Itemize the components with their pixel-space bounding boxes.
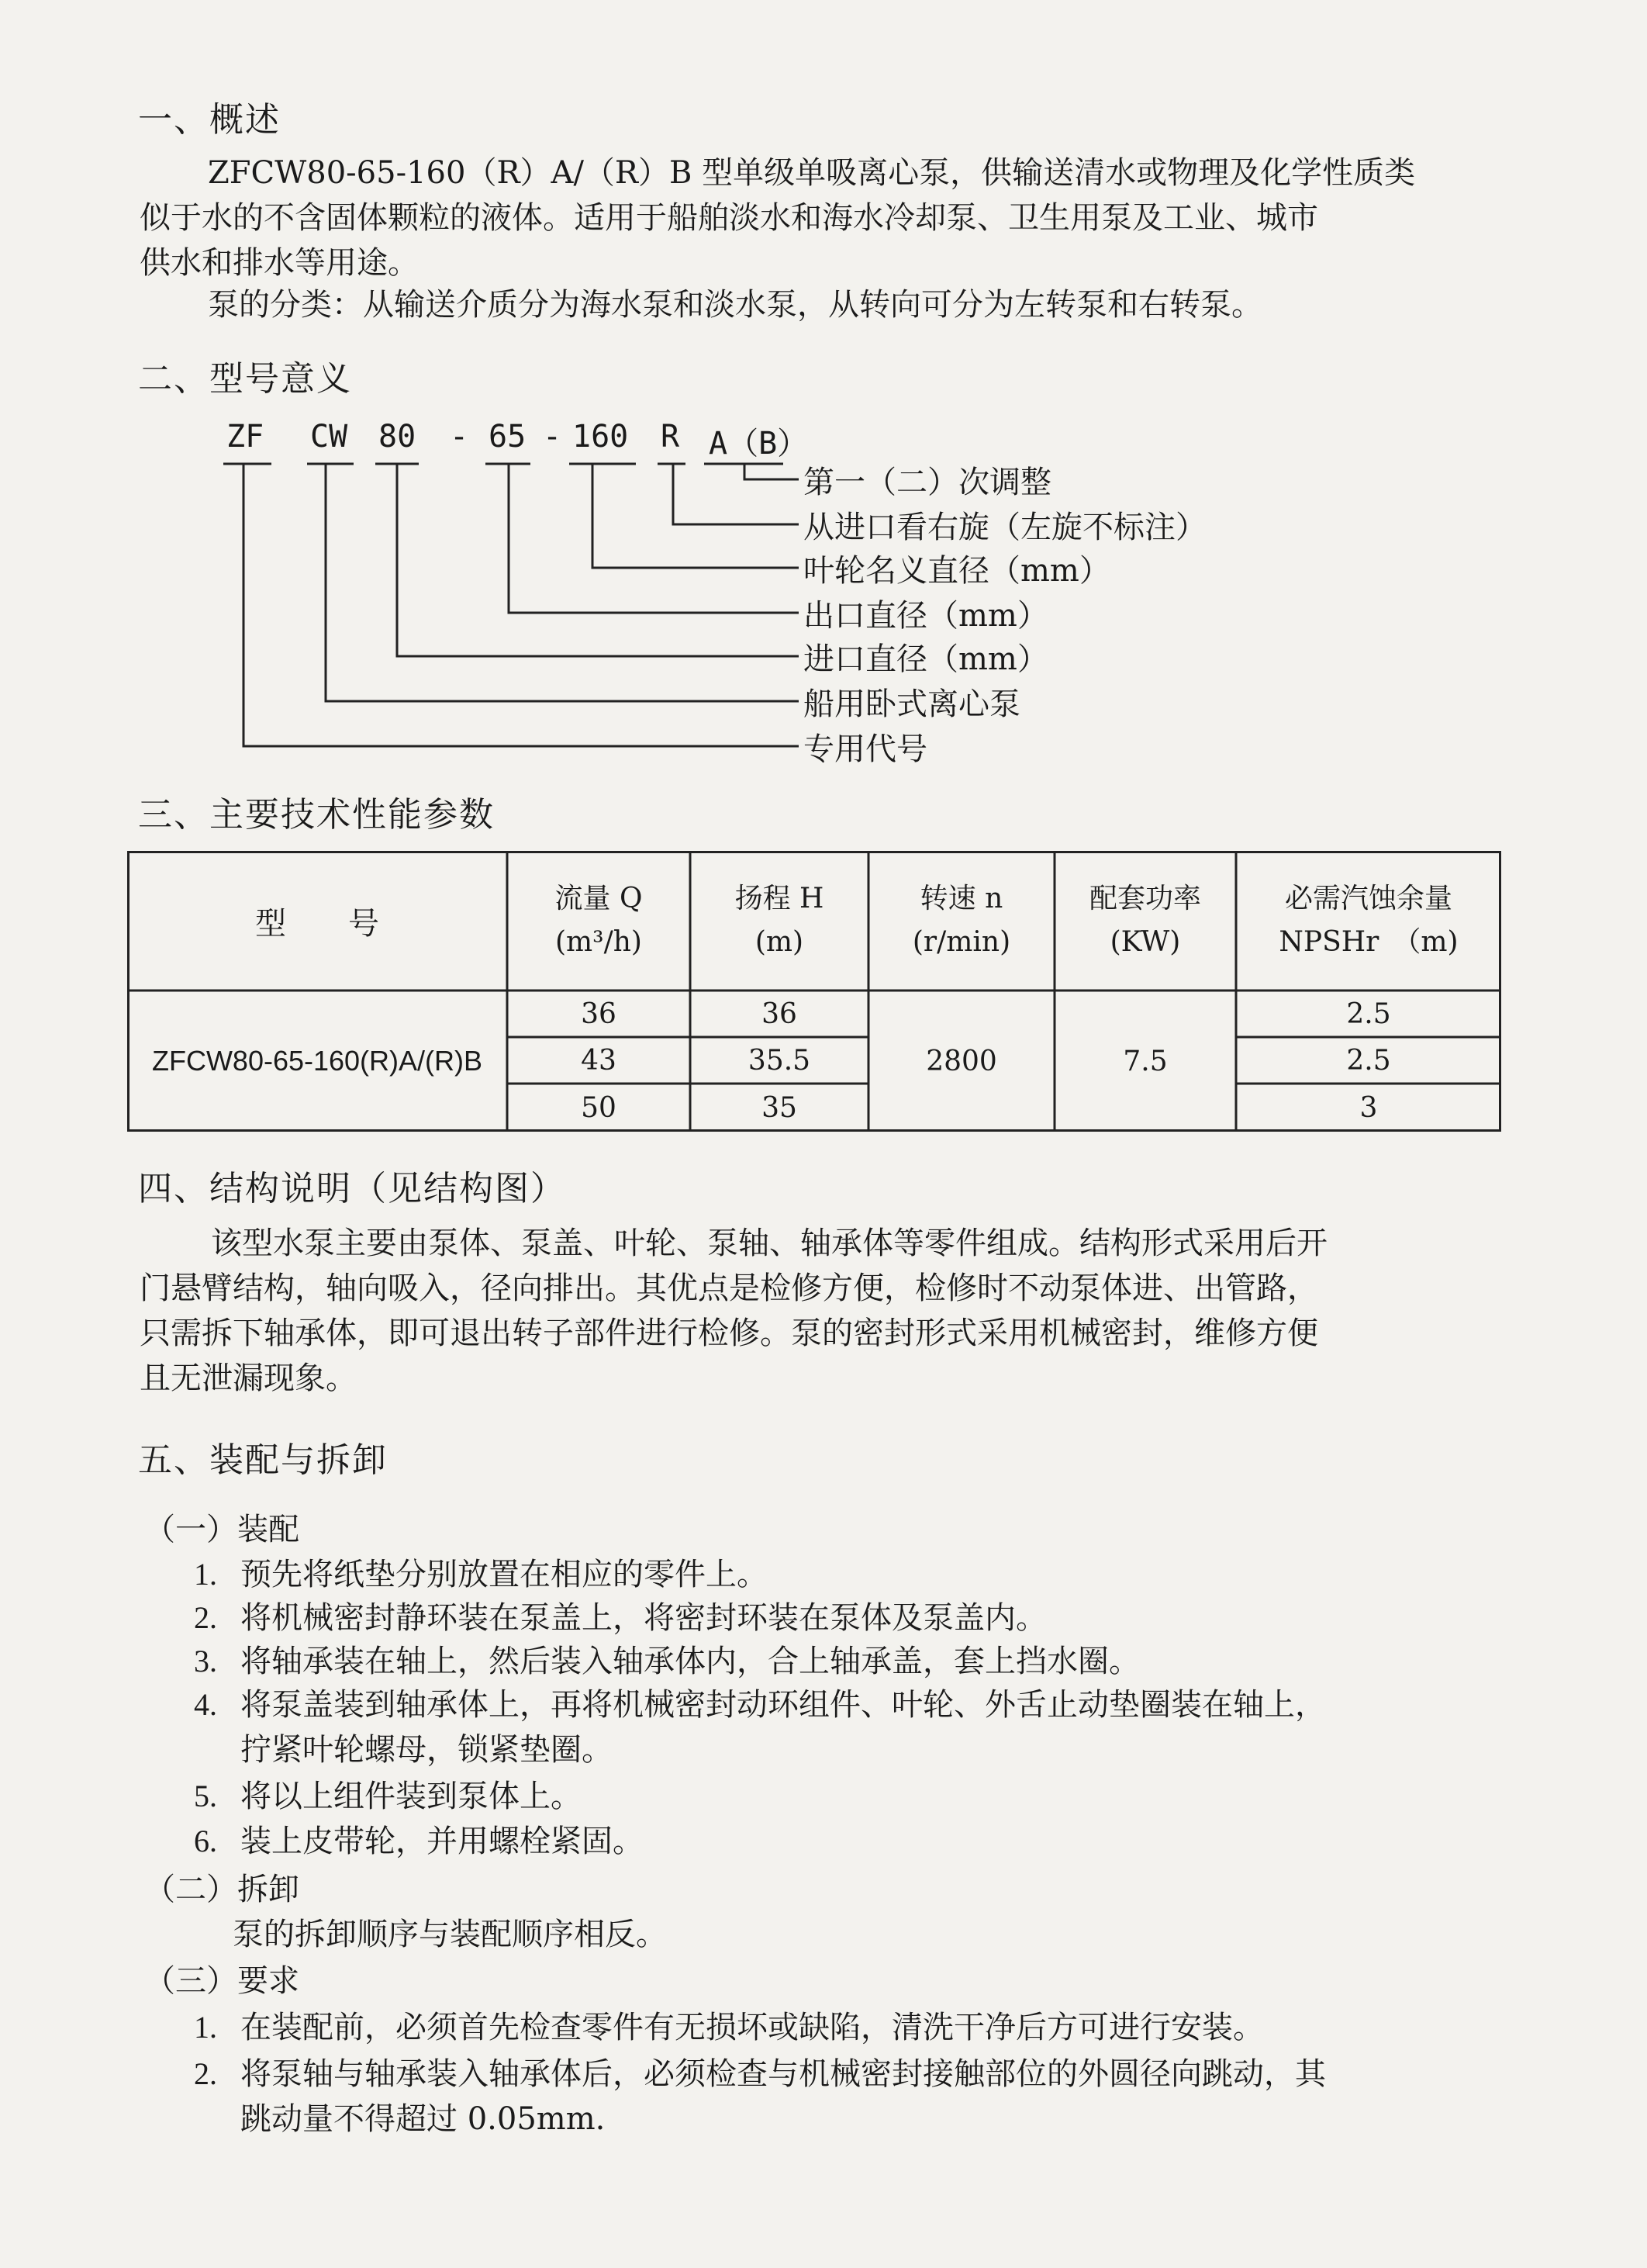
assembly-step-6: 6. 装上皮带轮，并用螺栓紧固。 [194, 1824, 644, 1859]
code-cw: CW [310, 419, 348, 455]
speed-value: 2800 [926, 1045, 997, 1077]
assembly-step-3: 3. 将轴承装在轴上，然后装入轴承体内，合上轴承盖，套上挡水圈。 [194, 1644, 1140, 1679]
assembly-step-4: 4. 将泵盖装到轴承体上，再将机械密封动环组件、叶轮、外舌止动垫圈装在轴上， [194, 1687, 1326, 1723]
head-row-2: 35.5 [748, 1044, 811, 1077]
npsh-row-3: 3 [1359, 1091, 1378, 1124]
code-160: 160 [572, 419, 629, 455]
header-flow-name: 流量 Q [554, 883, 643, 914]
npsh-row-1: 2.5 [1346, 997, 1391, 1030]
header-npsh-unit: NPSHr （m) [1279, 926, 1459, 958]
overview-line-1: ZFCW80-65-160（R）A/（R）B 型单级单吸离心泵，供输送清水或物理及化学性质类 [208, 155, 1416, 191]
code-a-b: A（B） [709, 426, 809, 462]
section-heading-assembly: 五、装配与拆卸 [138, 1440, 388, 1480]
requirement-2-continued: 跳动量不得超过 0.05mm. [240, 2101, 606, 2137]
label-marine-horizontal-pump: 船用卧式离心泵 [803, 686, 1020, 722]
requirement-2: 2. 将泵轴与轴承装入轴承体后，必须检查与机械密封接触部位的外圆径向跳动，其 [194, 2056, 1326, 2092]
table-model-value: ZFCW80-65-160(R)A/(R)B [151, 1045, 483, 1077]
header-flow-unit: (m³/h) [555, 926, 642, 958]
head-row-3: 35 [761, 1091, 797, 1124]
performance-table [127, 851, 1501, 1132]
header-model: 型 号 [255, 905, 379, 942]
requirement-1: 1. 在装配前，必须首先检查零件有无损坏或缺陷，清洗干净后方可进行安装。 [194, 2010, 1264, 2045]
label-impeller-diameter: 叶轮名义直径（mm） [803, 553, 1110, 589]
power-value: 7.5 [1123, 1045, 1168, 1077]
header-power-name: 配套功率 [1089, 883, 1201, 914]
header-head-unit: (m) [754, 926, 804, 958]
header-power-unit: (KW) [1110, 926, 1181, 958]
subheading-assembly: （一）装配 [144, 1512, 299, 1547]
overview-line-3: 供水和排水等用途。 [140, 245, 419, 281]
flow-row-3: 50 [581, 1091, 616, 1124]
code-r: R [661, 419, 680, 455]
code-zf: ZF [226, 419, 264, 455]
structure-line-4: 且无泄漏现象。 [140, 1360, 357, 1396]
label-special-code: 专用代号 [803, 731, 927, 767]
subheading-requirements: （三）要求 [144, 1963, 299, 1999]
flow-row-1: 36 [581, 997, 616, 1030]
flow-row-2: 43 [581, 1044, 616, 1077]
disassembly-text: 泵的拆卸顺序与装配顺序相反。 [233, 1917, 667, 1952]
header-flow [507, 851, 690, 991]
header-npsh-name: 必需汽蚀余量 [1284, 883, 1452, 914]
overview-line-2: 似于水的不含固体颗粒的液体。适用于船舶淡水和海水冷却泵、卫生用泵及工业、城市 [140, 200, 1318, 236]
subheading-disassembly: （二）拆卸 [144, 1872, 299, 1907]
label-adjustment: 第一（二）次调整 [803, 465, 1051, 500]
code-80: 80 [378, 419, 416, 455]
code-dash-1: - [450, 419, 469, 455]
label-rotation: 从进口看右旋（左旋不标注） [803, 510, 1207, 545]
assembly-step-5: 5. 将以上组件装到泵体上。 [194, 1779, 582, 1814]
structure-line-2: 门悬臂结构，轴向吸入，径向排出。其优点是检修方便，检修时不动泵体进、出管路， [140, 1271, 1318, 1306]
header-head-name: 扬程 H [734, 883, 824, 914]
header-speed-name: 转速 n [920, 883, 1003, 914]
section-heading-overview: 一、概述 [138, 100, 281, 140]
label-inlet-diameter: 进口直径（mm） [803, 641, 1048, 677]
header-power [1055, 851, 1236, 991]
section-heading-performance: 三、主要技术性能参数 [138, 795, 495, 835]
header-speed-unit: (r/min) [912, 926, 1011, 958]
npsh-row-2: 2.5 [1346, 1044, 1391, 1077]
structure-line-3: 只需拆下轴承体，即可退出转子部件进行检修。泵的密封形式采用机械密封，维修方便 [140, 1316, 1318, 1351]
header-head [690, 851, 868, 991]
section-heading-structure: 四、结构说明（见结构图） [138, 1169, 566, 1208]
pump-classification: 泵的分类：从输送介质分为海水泵和淡水泵，从转向可分为左转泵和右转泵。 [208, 287, 1262, 323]
assembly-step-1: 1. 预先将纸垫分别放置在相应的零件上。 [194, 1557, 768, 1592]
assembly-step-2: 2. 将机械密封静环装在泵盖上，将密封环装在泵体及泵盖内。 [194, 1600, 1047, 1636]
structure-line-1: 该型水泵主要由泵体、泵盖、叶轮、泵轴、轴承体等零件组成。结构形式采用后开 [211, 1226, 1328, 1261]
code-dash-2: - [543, 419, 562, 455]
assembly-step-4-continued: 拧紧叶轮螺母，锁紧垫圈。 [240, 1732, 613, 1768]
label-outlet-diameter: 出口直径（mm） [803, 598, 1048, 634]
header-npsh [1236, 851, 1501, 991]
code-65: 65 [489, 419, 527, 455]
section-heading-model-meaning: 二、型号意义 [138, 359, 352, 399]
head-row-1: 36 [761, 997, 797, 1030]
header-speed [868, 851, 1055, 991]
